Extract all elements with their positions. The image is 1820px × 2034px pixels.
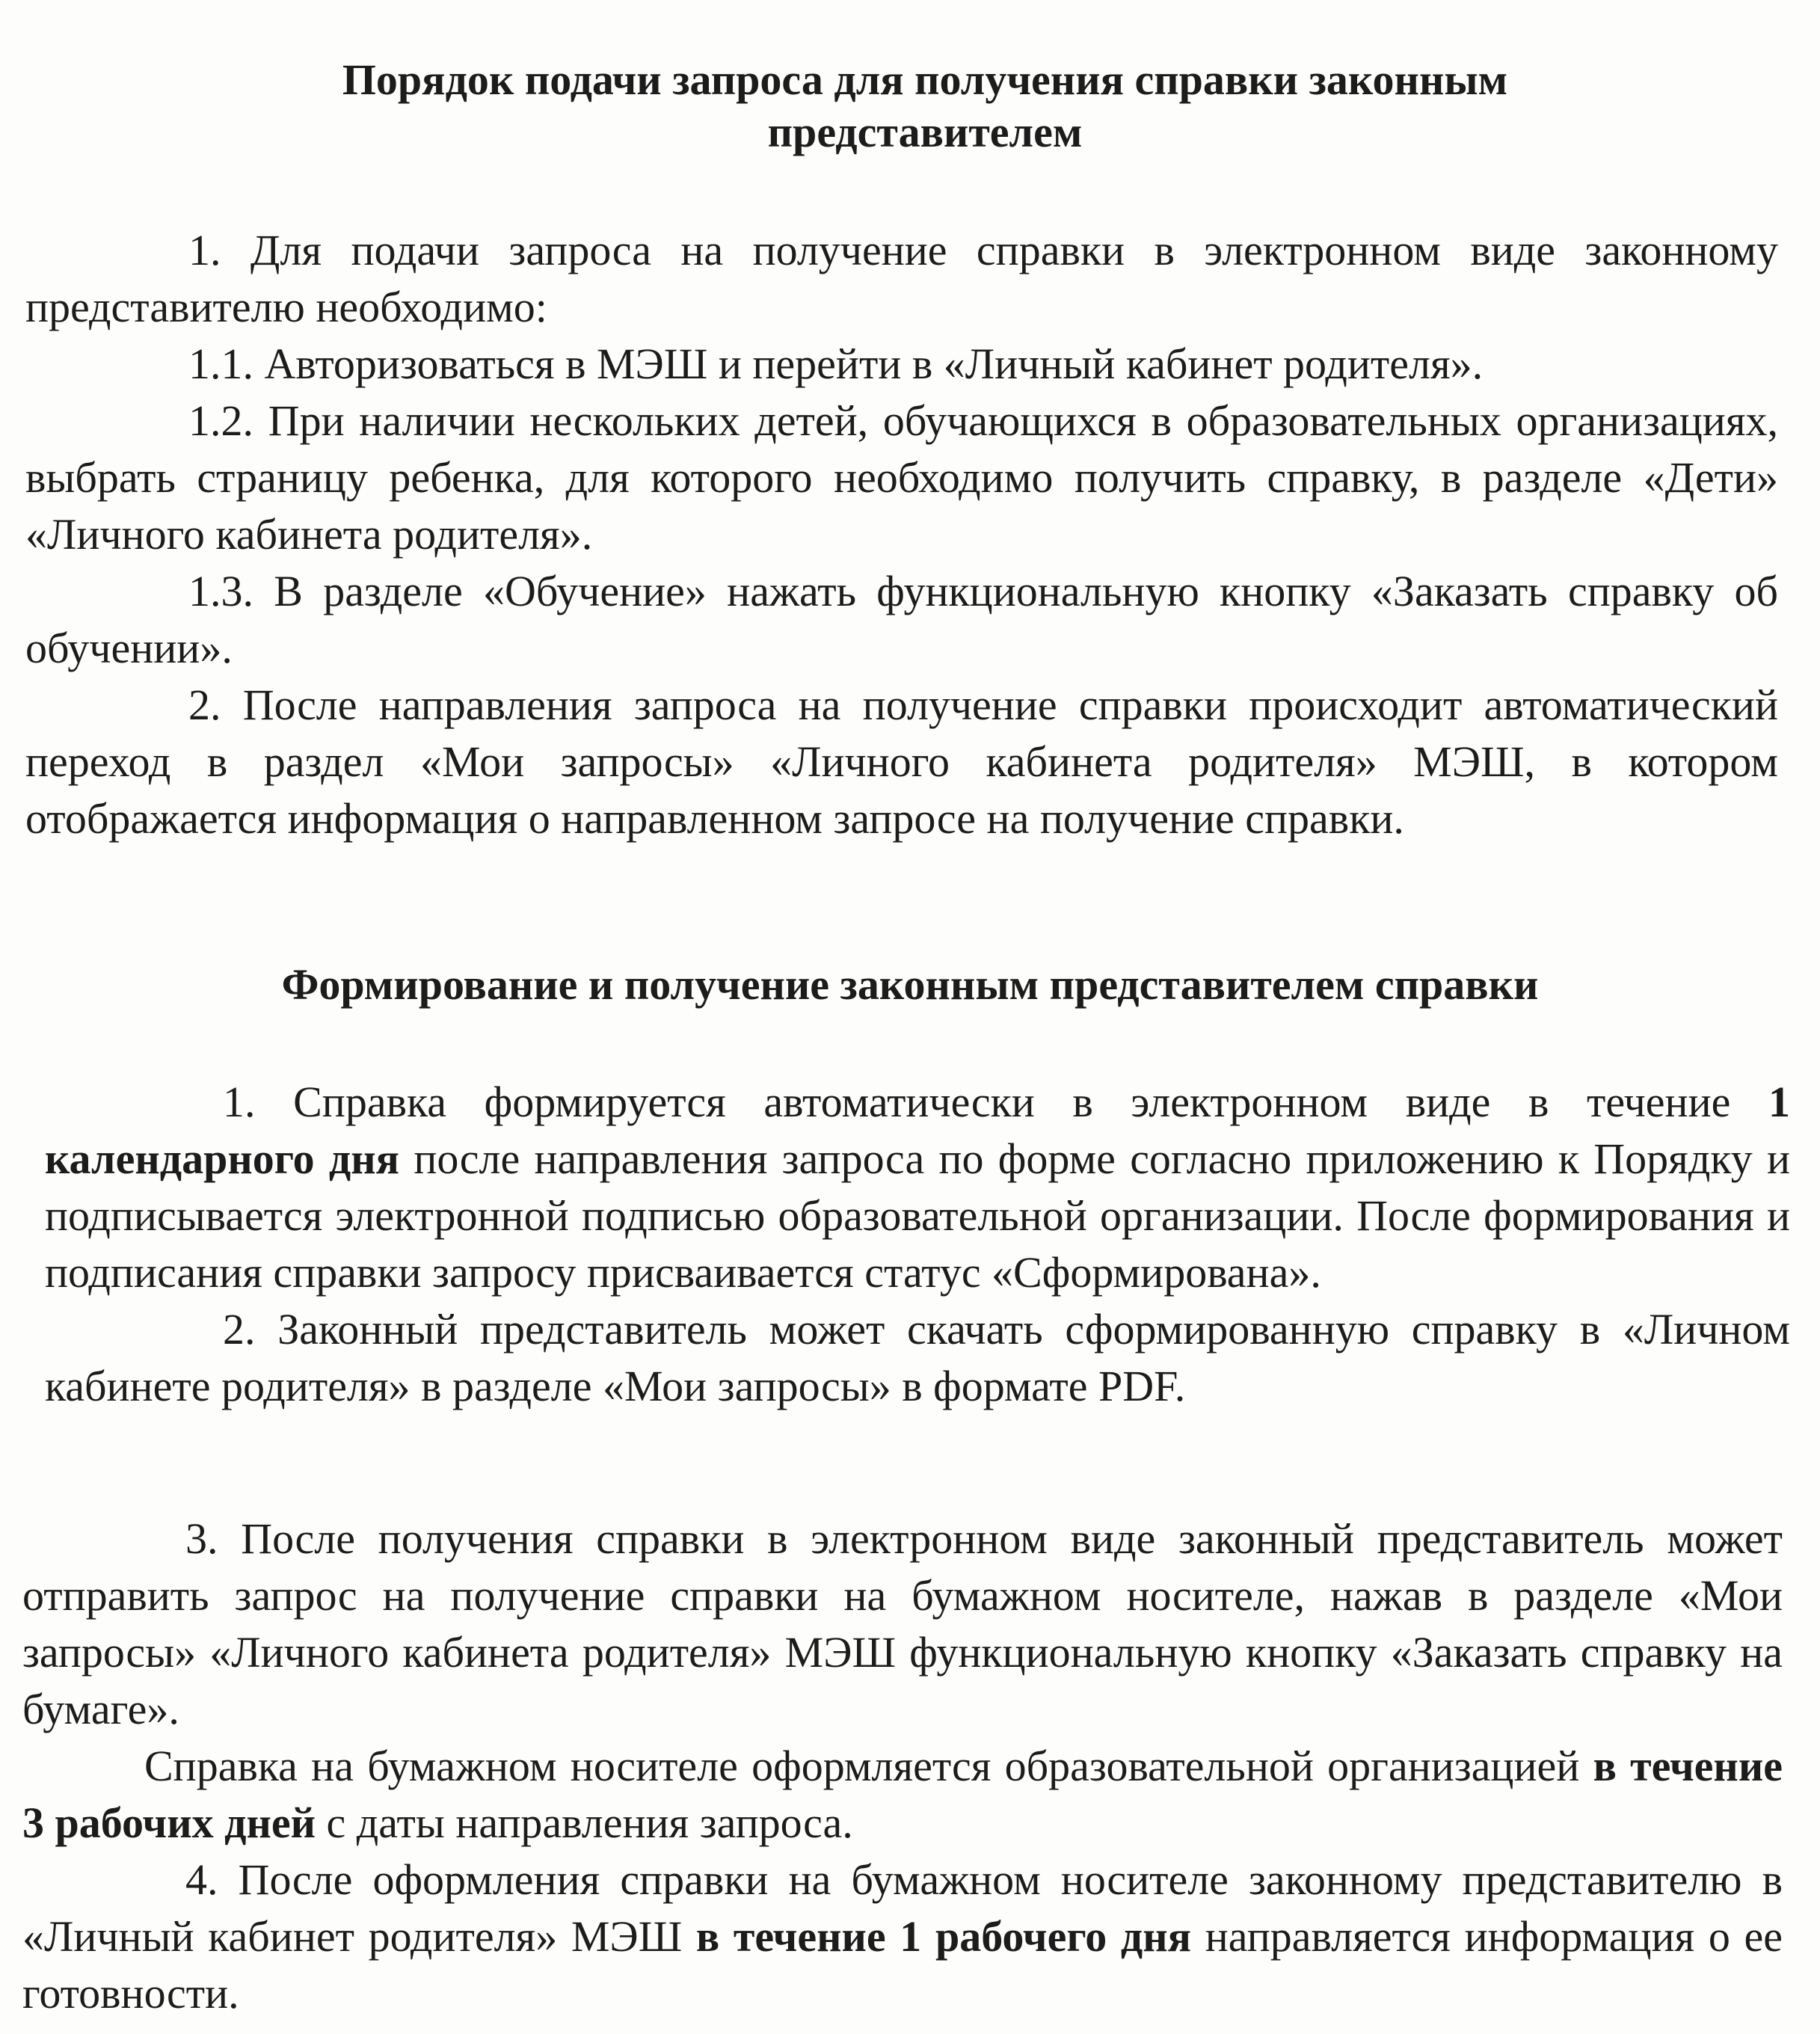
section2-paragraph-1-text-end: после направления запроса по форме согласно приложению к Порядку и подписывается электронной подписью образовательной организации. После формирования и подписания справки запросу присваивается статус «Сформирована». (45, 1134, 1790, 1297)
section2-paragraph-1-text-start: 1. Справка формируется автоматически в электронном виде в течение (223, 1078, 1768, 1126)
section2-paragraph-1-bold: 1 календарного дня (45, 1078, 1790, 1183)
section2-paragraph-4-bold: в течение 1 рабочего дня (695, 1912, 1192, 1961)
section1-title (0, 54, 1820, 159)
section1-paragraph-2: 2. После направления запроса на получение справки происходит автоматический переход в раздел «Мои запросы» «Личного кабинета родителя» МЭШ, в котором отображается информация о направленном запросе на получение справки. (25, 680, 1778, 843)
section2-title: Формирование и получение законным представителем справки (281, 960, 1539, 1009)
section2-paragraph-3b-text-start: Справка на бумажном носителе оформляется образовательной организацией (144, 1742, 1593, 1790)
section2-body-a (45, 1074, 1790, 1415)
section2-paragraph-1 (45, 1074, 1790, 1301)
section1-title-line1: Порядок подачи запроса для получения справки законным (342, 55, 1508, 104)
section1-paragraph-1: 1. Для подачи запроса на получение справки в электронном виде законному представителю необходимо: (25, 226, 1778, 331)
section2-body-b (22, 1511, 1783, 2022)
section2-paragraph-3b (22, 1738, 1783, 1852)
section2-paragraph-3: 3. После получения справки в электронном виде законный представитель может отправить запрос на получение справки на бумажном носителе, нажав в разделе «Мои запросы» «Личного кабинета родителя» МЭШ функциональную кнопку «Заказать справку на бумаге». (22, 1514, 1783, 1733)
section1-paragraph-1-2: 1.2. При наличии нескольких детей, обучающихся в образовательных организациях, выбрать страницу ребенка, для которого необходимо получить справку, в разделе «Дети» «Личного кабинета родителя». (25, 396, 1778, 559)
section1-title-line2: представителем (767, 108, 1083, 156)
section1-paragraph-1-3: 1.3. В разделе «Обучение» нажать функциональную кнопку «Заказать справку об обучении». (25, 567, 1778, 672)
section2-paragraph-3b-text-end: с даты направления запроса. (316, 1798, 853, 1847)
section1-body (25, 222, 1778, 847)
section2-paragraph-4-text-start: 4. После оформления справки на бумажном носителе законному представителю в «Личный кабинет родителя» МЭШ (22, 1855, 1783, 1961)
section2-paragraph-2: 2. Законный представитель может скачать сформированную справку в «Личном кабинете родителя» в разделе «Мои запросы» в формате PDF. (45, 1305, 1790, 1410)
section2-paragraph-4 (22, 1852, 1783, 2022)
section2-paragraph-4-text-end: направляется информация о ее готовности. (22, 1912, 1783, 2018)
section1-paragraph-1-1: 1.1. Авторизоваться в МЭШ и перейти в «Личный кабинет родителя». (188, 339, 1484, 388)
section2-paragraph-3b-bold: в течение 3 рабочих дней (22, 1742, 1783, 1847)
